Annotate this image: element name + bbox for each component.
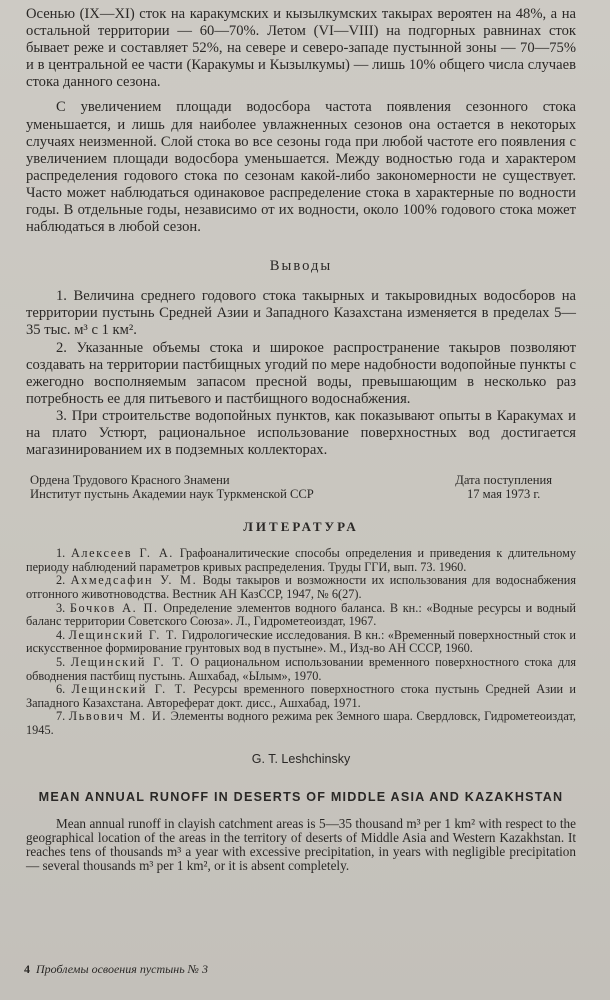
body-paragraph-autumn: Осенью (IX—XI) сток на каракумских и кызылкумских такырах вероятен на 48%, а на остальной территории — 60—70%. Летом (VI—VIII) на подгорных равнинах сток бывает реже и составляет 52%, на севере и северо-западе пустынной зоны — 70—75% и в центральной ее части (Каракумы и Кызылкумы) — лишь 10% общего числа случаев стока данного сезона. (26, 6, 576, 91)
body-paragraph-catchment: С увеличением площади водосбора частота появления сезонного стока уменьшается, и лишь для наиболее увлажненных сезонов она остается в некоторых случаях неизменной. Слой стока во все сезоны года при любой частоте его появления с увеличением площади водосбора уменьшается. Между водностью года и характером распределения годового стока по сезонам какой-либо закономерности не существует. Часто может наблюдаться одинаковое распределение стока в характерные по водности годы. В отдельные годы, независимо от их водности, около 100% годового стока может наблюдаться в любой сезон. (26, 99, 576, 236)
affiliation-institute: Институт пустынь Академии наук Туркменской ССР (30, 487, 314, 502)
reference-author: Ахмедсафин У. М. (70, 573, 198, 588)
received-date-label: Дата поступления (455, 473, 552, 488)
conclusion-item-2: 2. Указанные объемы стока и широкое распространение такыров позволяют создавать на территории пастбищных угодий по мере надобности водопойные пункты с ежегодно восполняемым запасом пресной воды, превышающим в несколько раз потребность ее для питьевого и пастбищного водоснабжения. (26, 339, 576, 407)
reference-item: 4. Лещинский Г. Т. Гидрологические исследования. В кн.: «Временный поверхностный сток и искусственное формирование грунтовых вод в пустыне». М., Изд-во АН СССР, 1960. (26, 627, 576, 656)
conclusion-item-1: 1. Величина среднего годового стока такырных и такыровидных водосборов на территории пустынь Средней Азии и Западного Казахстана изменяется в пределах 5—35 тыс. м³ с 1 км². (26, 288, 576, 339)
reference-item: 2. Ахмедсафин У. М. Воды такыров и возможности их использования для водоснабжения отгонного животноводства. Вестник АН КазССР, 1947, № 6(27). (26, 573, 576, 601)
page-footer (24, 962, 208, 977)
reference-item: 1. Алексеев Г. А. Графоаналитические способы определения и приведения к длительному периоду наблюдений параметров кривых распределения. Труды ГГИ, вып. 73. 1960. (26, 546, 577, 574)
english-author: G. T. Leshchinsky (251, 752, 351, 767)
reference-item: 6. Лещинский Г. Т. Ресурсы временного поверхностного стока пустынь Средней Азии и Западного Казахстана. Автореферат докт. дисс., Ашхабад, 1971. (26, 682, 576, 710)
received-date-value: 17 мая 1973 г. (466, 487, 541, 502)
journal-name: Проблемы освоения пустынь № 3 (36, 962, 208, 976)
literature-heading: ЛИТЕРАТУРА (243, 519, 359, 535)
reference-author: Лещинский Г. Т. (68, 627, 179, 642)
reference-item: 3. Бочков А. П. Определение элементов водного баланса. В кн.: «Водные ресурсы и водный баланс территории Советского Союза». Л., Гидрометеоиздат, 1967. (26, 600, 577, 629)
reference-author: Алексеев Г. А. (70, 546, 174, 561)
reference-author: Лещинский Г. Т. (71, 682, 188, 697)
english-abstract: Mean annual runoff in clayish catchment areas is 5—35 thousand m³ per 1 km² with respect to the geographical location of the areas in the territory of deserts of Middle Asia and Western Kazakhstan. It reaches tens of thousands m³ a year with excessive precipitation, in years with negligible precipitation — several thousands m³ per 1 km², or it is absent completely. (26, 816, 576, 873)
reference-author: Лещинский Г. Т. (70, 654, 185, 669)
reference-item: 7. Львович М. И. Элементы водного режима рек Земного шара. Свердловск, Гидрометеоиздат, 1945. (26, 709, 576, 737)
reference-author: Львович М. И. (68, 709, 168, 724)
reference-list (26, 547, 576, 737)
affiliation-block (26, 473, 576, 501)
conclusion-item-3: 3. При строительстве водопойных пунктов, как показывают опыты в Каракумах и на плато Устюрт, рациональное использование поверхностных вод достигается магазинированием их в подземных коллекторах. (26, 407, 576, 459)
reference-author: Бочков А. П. (69, 600, 159, 615)
affiliation-order: Ордена Трудового Красного Знамени (30, 473, 230, 488)
reference-item: 5. Лещинский Г. Т. О рациональном использовании временного поверхностного стока для обводнения пастбищ пустынь. Ашхабад, «Ылым», 1970. (26, 654, 576, 683)
conclusions-heading: Выводы (269, 258, 333, 275)
page-number: 4 (24, 962, 30, 976)
english-title: MEAN ANNUAL RUNOFF IN DESERTS OF MIDDLE ASIA AND KAZAKHSTAN (38, 790, 564, 805)
